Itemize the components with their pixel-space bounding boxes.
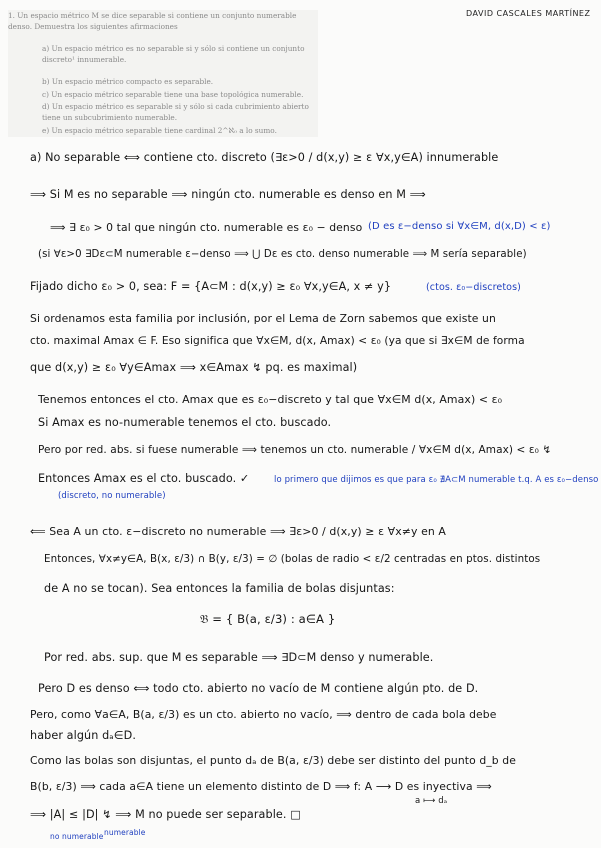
text-line: (si ∀ε>0 ∃Dε⊂M numerable ε−denso ⟹ ⋃ Dε es cto. denso numerable ⟹ M sería separable)	[38, 249, 527, 260]
text-line: haber algún dₐ∈D.	[30, 729, 136, 742]
text-line: Si Amax es no-numerable tenemos el cto. buscado.	[38, 416, 332, 429]
annotation-not-countable: no numerable	[50, 832, 104, 841]
text-line: Entonces Amax es el cto. buscado. ✓	[38, 472, 250, 485]
text-line: Fijado dicho ε₀ > 0, sea: F = {A⊂M : d(x,y) ≥ ε₀ ∀x,y∈A, x ≠ y}	[30, 280, 392, 293]
annotation-note: lo primero que dijimos es que para ε₀ ∄A⊂M numerable t.q. A es ε₀−denso	[274, 475, 599, 485]
text-line: cto. maximal Amax ∈ F. Eso significa que ∀x∈M, d(x, Amax) < ε₀ (ya que si ∃x∈M de forma	[30, 335, 525, 347]
text-line: de A no se tocan). Sea entonces la familia de bolas disjuntas:	[44, 582, 395, 595]
problem-item-e: e) Un espacio métrico separable tiene cardinal 2^ℵ₀ a lo sumo.	[42, 126, 277, 135]
problem-item-b: b) Un espacio métrico compacto es separable.	[42, 77, 214, 86]
text-line: B(b, ε/3) ⟹ cada a∈A tiene un elemento distinto de D ⟹ f: A ⟶ D es inyectiva ⟹	[30, 780, 492, 793]
text-line: Pero, como ∀a∈A, B(a, ε/3) es un cto. abierto no vacío, ⟹ dentro de cada bola debe	[30, 708, 497, 721]
text-line: Como las bolas son disjuntas, el punto dₐ de B(a, ε/3) debe ser distinto del punto d_b de	[30, 754, 516, 767]
annotation-countable: numerable	[104, 828, 146, 837]
statement-line: a) No separable ⟺ contiene cto. discreto (∃ε>0 / d(x,y) ≥ ε ∀x,y∈A) innumerable	[30, 151, 499, 164]
ball-family: 𝔅 = { B(a, ε/3) : a∈A }	[200, 612, 336, 626]
text-line: Pero por red. abs. si fuese numerable ⟹ tenemos un cto. numerable / ∀x∈M d(x, Amax) < ε₀ ↯	[38, 444, 552, 456]
text-line: Entonces, ∀x≠y∈A, B(x, ε/3) ∩ B(y, ε/3) = ∅ (bolas de radio < ε/2 centradas en ptos. distintos	[44, 553, 541, 565]
annotation-eps-dense: (D es ε−denso si ∀x∈M, d(x,D) < ε)	[368, 221, 551, 232]
proof-direction-backward: ⟸ Sea A un cto. ε−discreto no numerable ⟹ ∃ε>0 / d(x,y) ≥ ε ∀x≠y en A	[30, 525, 446, 538]
problem-item-d: d) Un espacio métrico es separable si y sólo si cada cubrimiento abierto tiene un subcubrimiento numerable.	[42, 102, 309, 122]
text-line-conclusion: ⟹ |A| ≤ |D| ↯ ⟹ M no puede ser separable. □	[30, 808, 301, 821]
text-line: Por red. abs. sup. que M es separable ⟹ ∃D⊂M denso y numerable.	[44, 651, 434, 664]
map-definition: a ⟼ dₐ	[415, 796, 448, 806]
annotation-discrete: (ctos. ε₀−discretos)	[426, 282, 521, 293]
proof-direction-forward: ⟹ Si M es no separable ⟹ ningún cto. numerable es denso en M ⟹	[30, 188, 426, 201]
text-line: ⟹ ∃ ε₀ > 0 tal que ningún cto. numerable es ε₀ − denso	[50, 221, 363, 234]
text-line: Pero D es denso ⟺ todo cto. abierto no vacío de M contiene algún pto. de D.	[38, 682, 479, 695]
problem-statement: 1. Un espacio métrico M se dice separable si contiene un conjunto numerable denso. Demuestra los siguientes afirmaciones	[8, 11, 297, 31]
text-line: Tenemos entonces el cto. Amax que es ε₀−discreto y tal que ∀x∈M d(x, Amax) < ε₀	[38, 393, 503, 406]
annotation-discrete-not-countable: (discreto, no numerable)	[58, 491, 166, 501]
printed-problem-clipping	[8, 10, 318, 137]
problem-item-a: a) Un espacio métrico es no separable si y sólo si contiene un conjunto discreto¹ innumerable.	[42, 44, 305, 64]
author-name: DAVID CASCALES MARTÍNEZ	[466, 9, 591, 18]
problem-item-c: c) Un espacio métrico separable tiene una base topológica numerable.	[42, 90, 304, 99]
text-line: Si ordenamos esta familia por inclusión, por el Lema de Zorn sabemos que existe un	[30, 312, 496, 325]
text-line: que d(x,y) ≥ ε₀ ∀y∈Amax ⟹ x∈Amax ↯ pq. es maximal)	[30, 361, 358, 374]
